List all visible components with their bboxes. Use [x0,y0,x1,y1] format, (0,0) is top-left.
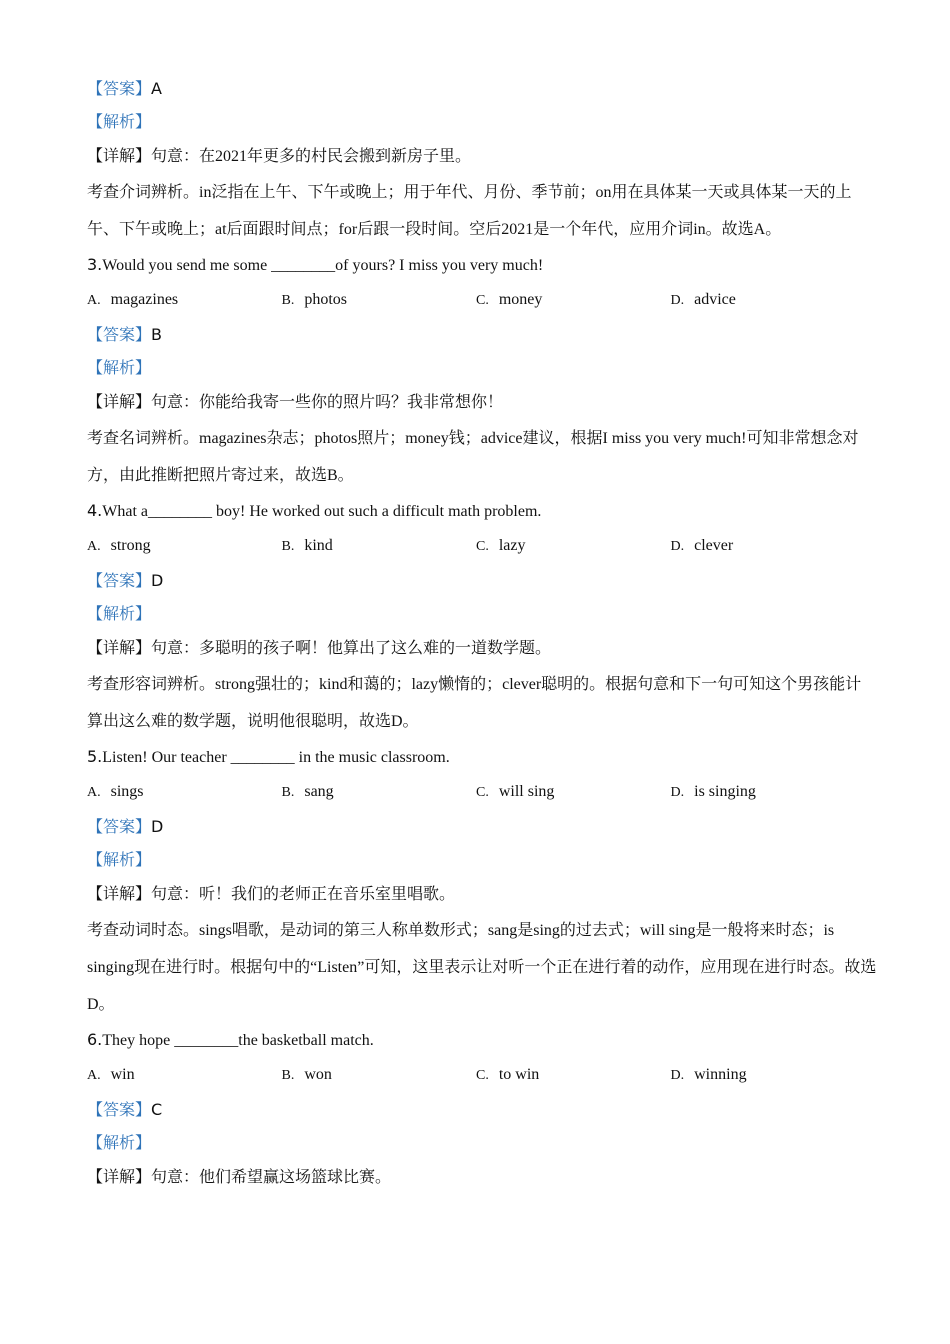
option-d: D. clever [670,537,734,554]
detail-text: 句意：他们希望赢这场篮球比赛。 [151,1169,392,1186]
analysis-line [87,106,877,140]
analysis-line [87,1127,877,1161]
answer-label: 【答案】 [87,819,152,836]
analysis-label: 【解析】 [87,360,152,377]
options-row [87,528,877,564]
question-stem [87,494,877,528]
option-b: B. kind [281,537,333,554]
question-text: What a________ boy! He worked out such a difficult math problem. [102,503,542,520]
question-number: 3. [87,255,103,274]
detail-text: 句意：在2021年更多的村民会搬到新房子里。 [151,148,472,165]
question-stem [87,248,877,282]
options-row [87,282,877,318]
answer-label: 【答案】 [87,327,152,344]
question-stem [87,740,877,774]
explanation-text: 考查形容词辨析。strong强壮的；kind和蔼的；lazy懒惰的；clever聪明的。根据句意和下一句可知这个男孩能计算出这么难的数学题，说明他很聪明，故选D。 [87,676,862,730]
answer-line [87,72,877,106]
option-a: A. magazines [87,291,179,308]
detail-label: 【详解】 [87,640,152,657]
option-d: D. winning [670,1066,747,1083]
options-row [87,774,877,810]
analysis-label: 【解析】 [87,114,152,131]
detail-label: 【详解】 [87,394,152,411]
question-text: Would you send me some ________of yours? I miss you very much! [102,257,544,274]
detail-text: 句意：多聪明的孩子啊！他算出了这么难的一道数学题。 [151,640,552,657]
question-number: 4. [87,501,103,520]
answer-line [87,810,877,844]
option-c: C. money [476,291,543,308]
detail-line [87,1161,877,1195]
explanation-text: 考查动词时态。sings唱歌，是动词的第三人称单数形式；sang是sing的过去式；will sing是一般将来时态；is singing现在进行时。根据句中的“Listen”可知，这里表示让对听一个正在进行着的动作，应用现在进行时态。故选D。 [87,922,877,1013]
answer-value: B [151,325,162,344]
options-row [87,1057,877,1093]
answer-label: 【答案】 [87,81,152,98]
detail-label: 【详解】 [87,886,152,903]
detail-line [87,386,877,420]
detail-label: 【详解】 [87,1169,152,1186]
answer-line [87,318,877,352]
question-text: Listen! Our teacher ________ in the music classroom. [102,749,450,766]
option-b: B. won [281,1066,332,1083]
option-c: C. lazy [476,537,526,554]
question-number: 5. [87,747,103,766]
option-a: A. win [87,1066,135,1083]
answer-value: A [151,79,162,98]
detail-text: 句意：听！我们的老师正在音乐室里唱歌。 [151,886,456,903]
answer-value: D [151,571,164,590]
answer-value: D [151,817,164,836]
analysis-line [87,598,877,632]
analysis-label: 【解析】 [87,1135,152,1152]
answer-label: 【答案】 [87,1102,152,1119]
option-d: D. advice [670,291,736,308]
question-number: 6. [87,1030,103,1049]
answer-line [87,564,877,598]
option-b: B. photos [281,291,348,308]
detail-label: 【详解】 [87,148,152,165]
detail-line [87,878,877,912]
analysis-line [87,844,877,878]
option-d: D. is singing [670,783,756,800]
analysis-label: 【解析】 [87,606,152,623]
document-page [87,72,877,1195]
answer-label: 【答案】 [87,573,152,590]
detail-line [87,632,877,666]
option-b: B. sang [281,783,334,800]
answer-line [87,1093,877,1127]
question-text: They hope ________the basketball match. [102,1032,374,1049]
question-stem [87,1023,877,1057]
explanation-text: 考查名词辨析。magazines杂志；photos照片；money钱；advice建议，根据I miss you very much!可知非常想念对方，由此推断把照片寄过来，故选B。 [87,430,859,484]
analysis-label: 【解析】 [87,852,152,869]
explanation-text: 考查介词辨析。in泛指在上午、下午或晚上；用于年代、月份、季节前；on用在具体某一天或具体某一天的上午、下午或晚上；at后面跟时间点；for后跟一段时间。空后2021是一个年代，应用介词in。故选A。 [87,184,852,238]
option-a: A. strong [87,537,151,554]
option-c: C. to win [476,1066,540,1083]
analysis-line [87,352,877,386]
option-a: A. sings [87,783,144,800]
detail-text: 句意：你能给我寄一些你的照片吗？我非常想你！ [151,394,504,411]
answer-value: C [151,1100,163,1119]
option-c: C. will sing [476,783,555,800]
detail-line [87,140,877,174]
